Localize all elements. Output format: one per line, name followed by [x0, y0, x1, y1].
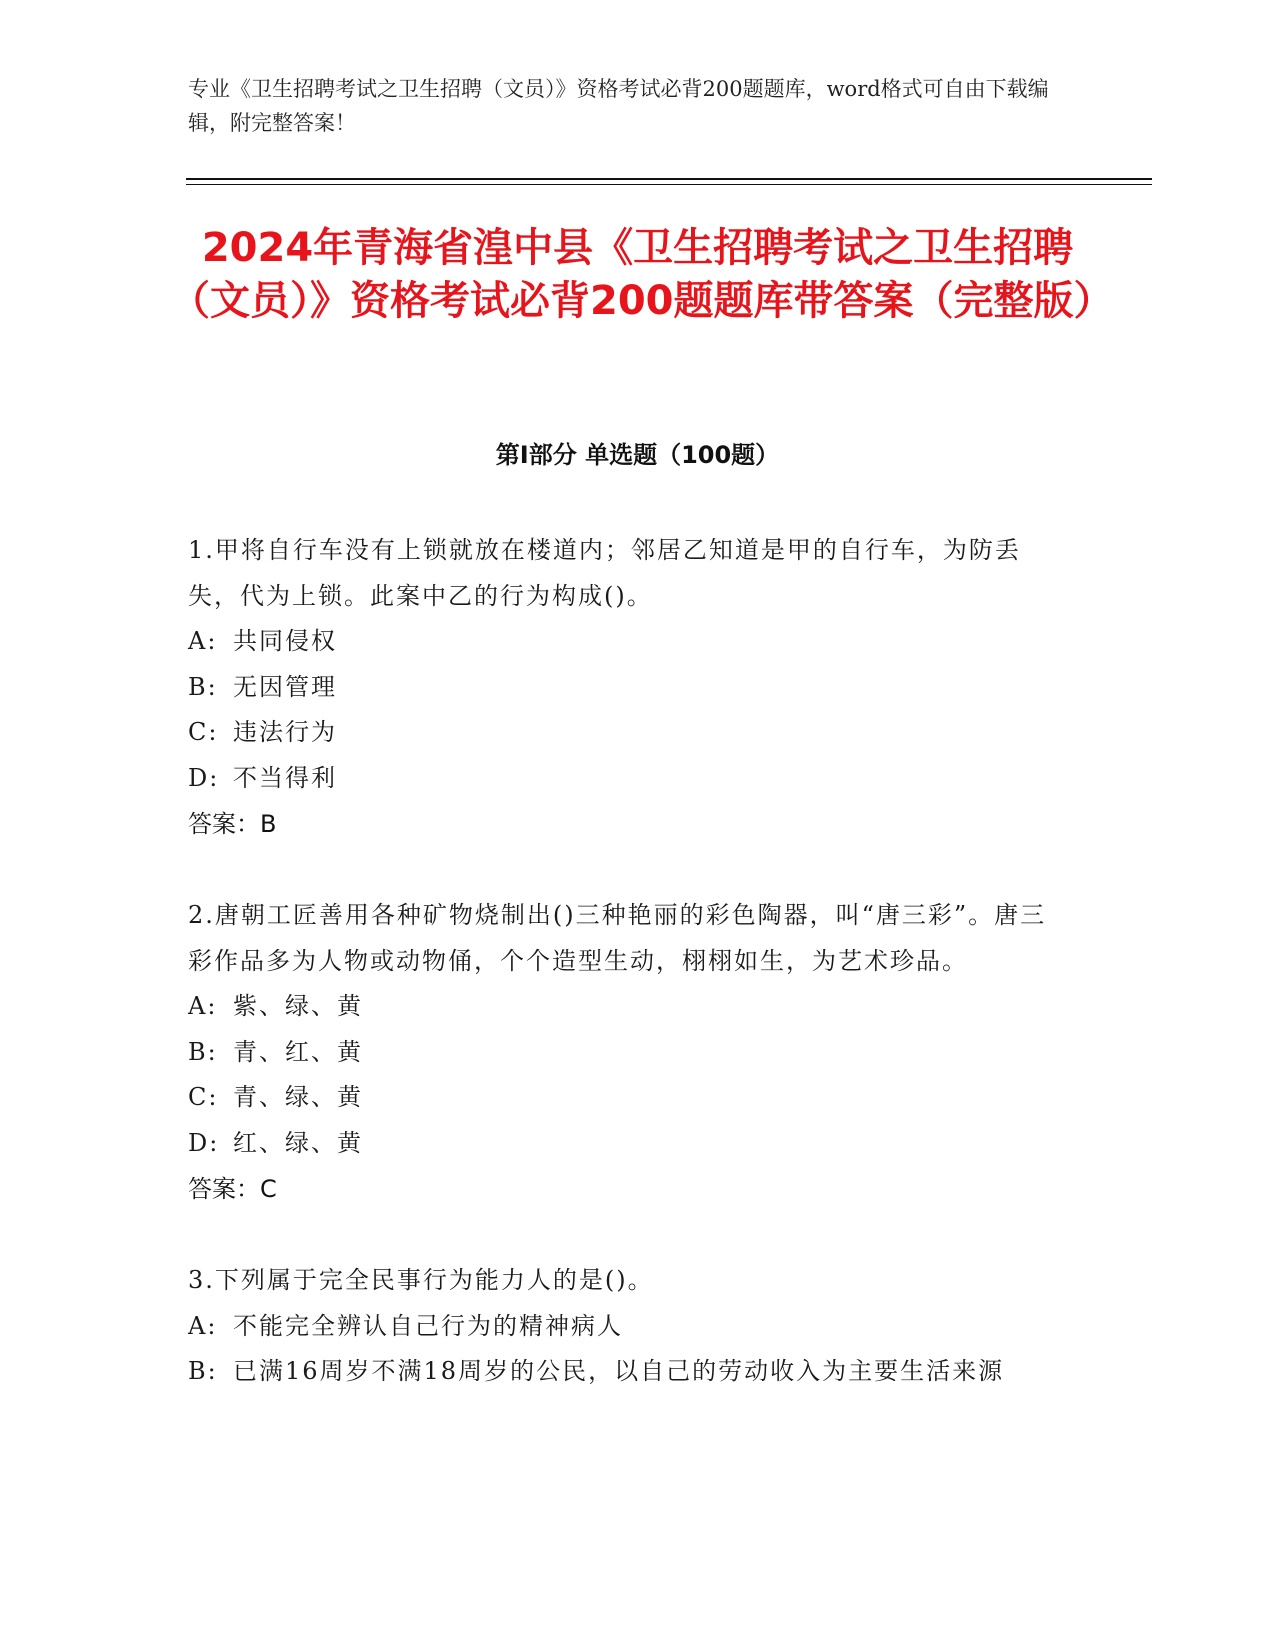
- option-b: [188, 1030, 1068, 1076]
- option-text: 青、绿、黄: [233, 1083, 363, 1111]
- document-title: 2024年青海省湟中县《卫生招聘考试之卫生招聘（文员）》资格考试必背200题题库带答案（完整版）: [170, 225, 1114, 324]
- option-d: [188, 756, 1068, 802]
- option-letter: A:: [188, 992, 218, 1020]
- question-answer: 答案：B: [188, 810, 277, 838]
- option-text: 红、绿、黄: [233, 1128, 363, 1157]
- option-text: 违法行为: [233, 718, 337, 746]
- option-letter: C:: [188, 718, 219, 746]
- option-letter: D:: [188, 763, 220, 792]
- question-stem: 1.甲将自行车没有上锁就放在楼道内；邻居乙知道是甲的自行车，为防丢失，代为上锁。此案中乙的行为构成()。: [188, 536, 1021, 610]
- question-3: [188, 1258, 1068, 1395]
- option-a: [188, 984, 1068, 1030]
- question-2: [188, 893, 1068, 1212]
- question-list: [188, 528, 1068, 1441]
- option-text: 已满16周岁不满18周岁的公民，以自己的劳动收入为主要生活来源: [233, 1357, 1005, 1385]
- option-letter: D:: [188, 1128, 220, 1157]
- header-note: 专业《卫生招聘考试之卫生招聘（文员）》资格考试必背200题题库，word格式可自由下载编辑，附完整答案！: [188, 77, 1049, 135]
- question-stem: 3.下列属于完全民事行为能力人的是()。: [188, 1266, 654, 1294]
- option-a: [188, 1304, 1068, 1350]
- question-1: [188, 528, 1068, 847]
- option-b: [188, 1349, 1068, 1395]
- option-b: [188, 665, 1068, 711]
- option-letter: B:: [188, 1357, 218, 1385]
- option-letter: A:: [188, 627, 218, 655]
- header-divider-thin: [186, 184, 1152, 185]
- option-c: [188, 710, 1068, 756]
- option-text: 不当得利: [233, 763, 337, 792]
- question-answer: 答案：C: [188, 1175, 277, 1203]
- option-letter: C:: [188, 1083, 219, 1111]
- option-a: [188, 619, 1068, 665]
- question-stem: 2.唐朝工匠善用各种矿物烧制出()三种艳丽的彩色陶器，叫“唐三彩”。唐三彩作品多为人物或动物俑，个个造型生动，栩栩如生，为艺术珍品。: [188, 901, 1047, 975]
- option-text: 紫、绿、黄: [233, 992, 363, 1020]
- option-letter: A:: [188, 1311, 218, 1340]
- option-text: 无因管理: [233, 672, 337, 701]
- option-text: 不能完全辨认自己行为的精神病人: [233, 1311, 623, 1340]
- section-title: 第Ⅰ部分 单选题（100题）: [495, 441, 780, 469]
- option-c: [188, 1075, 1068, 1121]
- option-letter: B:: [188, 1037, 218, 1066]
- option-text: 青、红、黄: [233, 1037, 363, 1066]
- header-divider-thick: [186, 178, 1152, 180]
- option-text: 共同侵权: [233, 627, 337, 655]
- option-letter: B:: [188, 672, 218, 701]
- option-d: [188, 1121, 1068, 1167]
